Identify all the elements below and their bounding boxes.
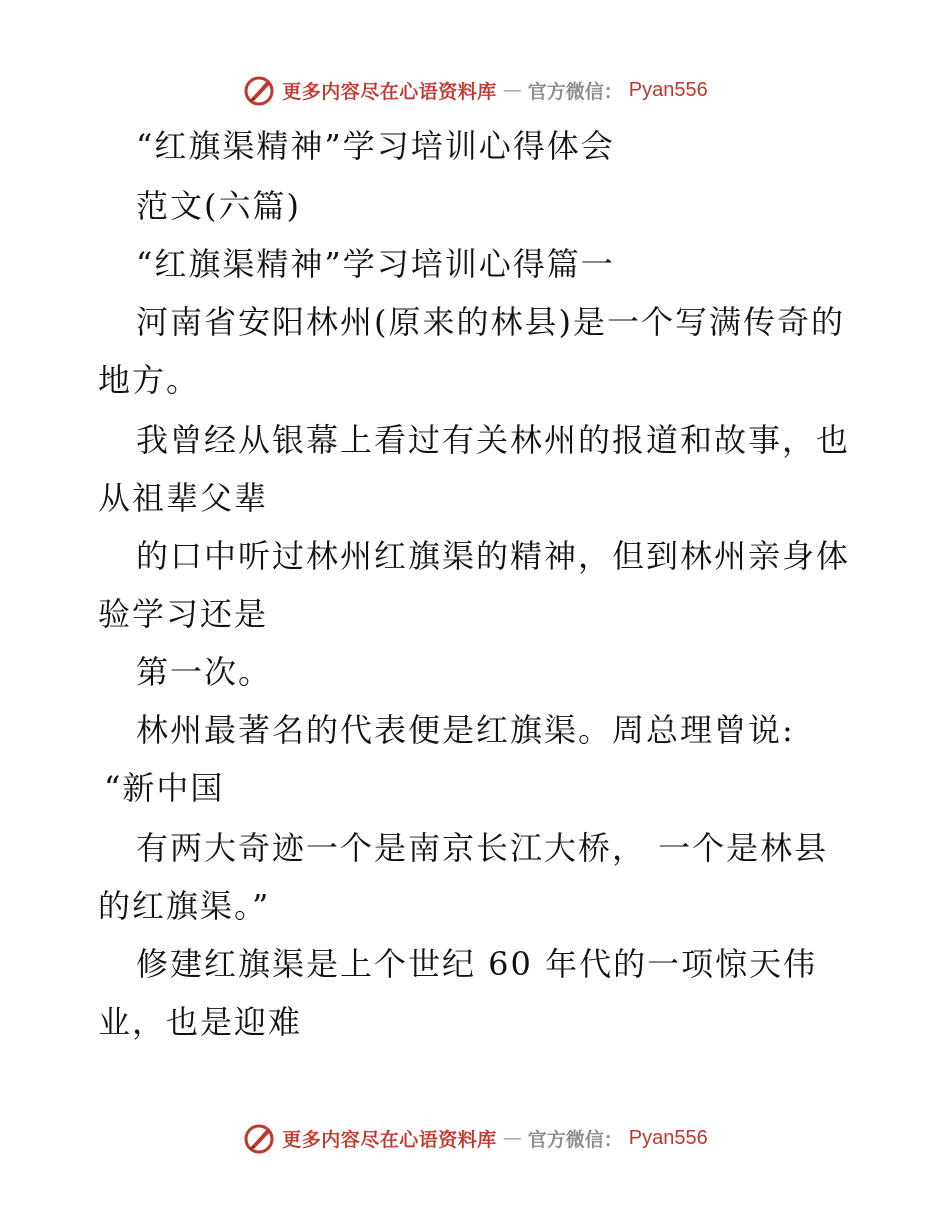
paragraph-line: 林州最著名的代表便是红旗渠。周总理曾说: [136, 711, 795, 749]
watermark-handle: Pyan556 [628, 78, 708, 101]
paragraph-line: “新中国 [104, 769, 225, 807]
paragraph-line: 我曾经从银幕上看过有关林州的报道和故事，也 [136, 421, 851, 459]
watermark-main-text: 更多内容尽在心语资料库 [282, 1128, 497, 1151]
section-heading: “红旗渠精神”学习培训心得篇一 [136, 245, 615, 283]
paragraph-line: 业，也是迎难 [98, 1003, 303, 1041]
paragraph-line: 的口中听过林州红旗渠的精神，但到林州亲身体 [136, 537, 851, 575]
header-watermark [0, 70, 950, 110]
watermark-handle: Pyan556 [628, 1126, 708, 1149]
paragraph-line: 从祖辈父辈 [98, 479, 269, 517]
paragraph-line: 第一次。 [136, 653, 273, 691]
paragraph-line: 的红旗渠。” [98, 887, 271, 925]
document-title-line-2: 范文(六篇) [136, 187, 301, 225]
paragraph-line: 验学习还是 [98, 595, 269, 633]
paragraph-line: 河南省安阳林州(原来的林县)是一个写满传奇的 [136, 303, 845, 341]
watermark-dash: — [502, 1127, 522, 1149]
watermark-label: 官方微信： [527, 1128, 623, 1151]
watermark-main-text: 更多内容尽在心语资料库 [282, 80, 497, 103]
footer-watermark [0, 1118, 950, 1158]
document-title-line-1: “红旗渠精神”学习培训心得体会 [136, 127, 615, 165]
paragraph-line: 有两大奇迹一个是南京长江大桥， 一个是林县 [136, 829, 829, 867]
paragraph-line: 修建红旗渠是上个世纪 60 年代的一项惊天伟 [136, 945, 818, 983]
quill-pen-logo-icon [242, 73, 276, 107]
watermark-label: 官方微信： [527, 80, 623, 103]
quill-pen-logo-icon [242, 1121, 276, 1155]
paragraph-line: 地方。 [98, 361, 201, 399]
watermark-dash: — [502, 79, 522, 101]
